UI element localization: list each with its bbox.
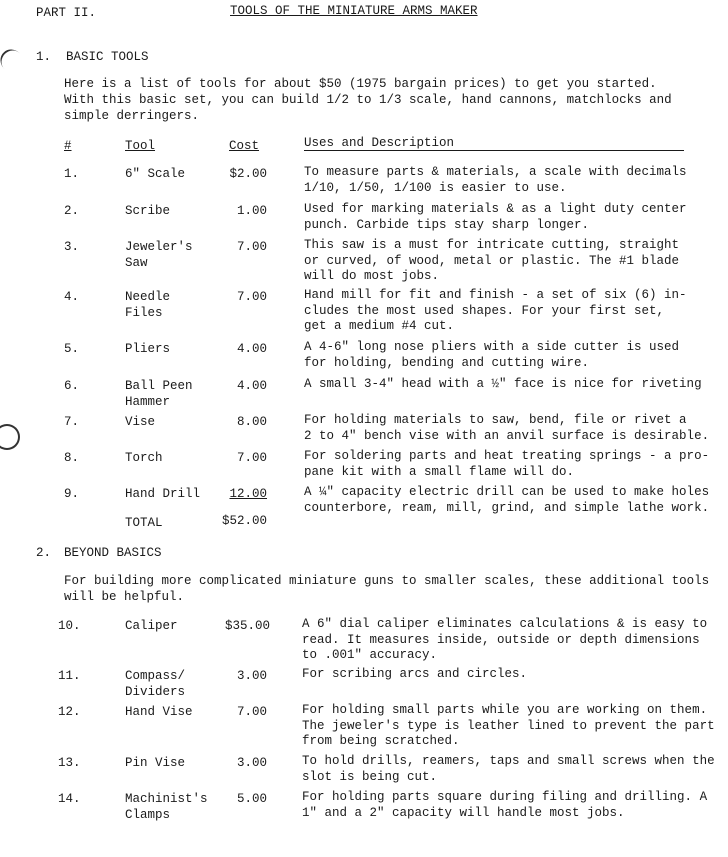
- tool-name: [125, 203, 170, 219]
- tool-cost: 3.00: [236, 756, 267, 770]
- section-number: 1.: [36, 50, 52, 64]
- tool-name: [125, 289, 170, 321]
- description-line: to .001" accuracy.: [302, 648, 438, 662]
- tool-name-line: Caliper: [125, 619, 178, 633]
- tool-description: [304, 238, 714, 285]
- binder-hole-mark: [0, 45, 28, 78]
- row-number: 5.: [64, 342, 80, 356]
- description-line: will do most jobs.: [304, 269, 440, 283]
- description-line: read. It measures inside, outside or depth dimensions: [302, 632, 700, 647]
- tool-description: [302, 790, 712, 821]
- tool-cost: 7.00: [236, 705, 267, 719]
- row-number: 1.: [64, 167, 80, 181]
- description-line: from being scratched.: [302, 734, 460, 748]
- tool-description: [304, 449, 714, 480]
- row-number: 8.: [64, 451, 80, 465]
- column-header-uses-text: Uses and Description: [304, 136, 455, 150]
- tool-name: [125, 239, 193, 271]
- description-line: A small 3-4" head with a ½" face is nice for riveting: [304, 377, 702, 391]
- tool-name: [125, 166, 185, 182]
- row-number: 10.: [58, 619, 81, 633]
- description-line: A ¼" capacity electric drill can be used to make holes: [304, 485, 710, 499]
- tool-name-line: Clamps: [125, 808, 171, 822]
- row-number: 6.: [64, 379, 80, 393]
- tool-description: [304, 340, 714, 371]
- tool-name-line: Saw: [125, 256, 148, 270]
- column-header-uses: [304, 136, 684, 151]
- column-header-cost: Cost: [229, 139, 260, 153]
- tool-name-line: Hand Drill: [125, 487, 201, 501]
- section-title: BASIC TOOLS: [66, 50, 149, 64]
- description-line: cludes the most used shapes. For your first set,: [304, 303, 665, 318]
- intro-line: With this basic set, you can build 1/2 to 1/3 scale, hand cannons, matchlocks and: [64, 93, 672, 107]
- total-value: $52.00: [222, 514, 268, 528]
- description-line: slot is being cut.: [302, 769, 438, 784]
- description-line: For holding parts square during filing and drilling. A: [302, 790, 708, 804]
- tool-cost: 8.00: [236, 415, 267, 429]
- description-line: pane kit with a small flame will do.: [304, 464, 575, 479]
- description-line: Used for marking materials & as a light duty center: [304, 202, 687, 216]
- tool-cost: 5.00: [236, 792, 267, 806]
- section-title: BEYOND BASICS: [64, 546, 162, 560]
- tool-name-line: Pin Vise: [125, 756, 186, 770]
- section-number: 2.: [36, 546, 52, 560]
- description-line: A 6" dial caliper eliminates calculations & is easy to: [302, 617, 708, 631]
- tool-name-line: Scribe: [125, 204, 171, 218]
- row-number: 7.: [64, 415, 80, 429]
- description-line: To hold drills, reamers, taps and small screws when the: [302, 754, 715, 768]
- tool-name-line: Jeweler's: [125, 240, 193, 254]
- description-line: A 4-6" long nose pliers with a side cutter is used: [304, 340, 680, 354]
- tool-name-line: Hand Vise: [125, 705, 193, 719]
- tool-name: [125, 755, 185, 771]
- section-intro: [64, 573, 709, 605]
- tool-name-line: Compass/: [125, 669, 186, 683]
- tool-cost: 7.00: [236, 290, 267, 304]
- tool-name: [125, 618, 178, 634]
- tool-cost: $35.00: [225, 619, 271, 633]
- description-line: counterbore, ream, mill, grind, and simple lathe work.: [304, 500, 710, 515]
- row-number: 11.: [58, 669, 81, 683]
- tool-name: [125, 486, 200, 502]
- section-intro: [64, 76, 672, 124]
- tool-name: [125, 450, 163, 466]
- tool-cost: 7.00: [236, 451, 267, 465]
- description-line: For holding small parts while you are working on them.: [302, 703, 708, 717]
- description-line: 1" and a 2" capacity will handle most jobs.: [302, 805, 625, 820]
- tool-name-line: Vise: [125, 415, 156, 429]
- tool-description: [304, 288, 714, 335]
- tool-description: [304, 413, 714, 444]
- tool-name-line: Machinist's: [125, 792, 208, 806]
- tool-name-line: Torch: [125, 451, 163, 465]
- tool-name: [125, 704, 193, 720]
- tool-name: [125, 791, 208, 823]
- tool-name-line: Hammer: [125, 395, 171, 409]
- tool-name-line: Dividers: [125, 685, 186, 699]
- tool-name: [125, 341, 170, 357]
- tool-name-line: Pliers: [125, 342, 171, 356]
- row-number: 4.: [64, 290, 80, 304]
- description-line: The jeweler's type is leather lined to prevent the part: [302, 718, 715, 733]
- tool-cost: 12.00: [229, 487, 267, 501]
- tool-name: [125, 414, 155, 430]
- tool-description: [302, 617, 712, 664]
- tool-description: [304, 485, 714, 516]
- tool-description: [302, 667, 712, 683]
- description-line: get a medium #4 cut.: [304, 319, 455, 333]
- tool-cost: 1.00: [236, 204, 267, 218]
- row-number: 2.: [64, 204, 80, 218]
- intro-line: will be helpful.: [64, 590, 185, 604]
- description-line: This saw is a must for intricate cutting, straight: [304, 238, 680, 252]
- description-line: or curved, of wood, metal or plastic. The #1 blade: [304, 253, 680, 268]
- tool-description: [302, 754, 715, 785]
- tool-cost: 3.00: [236, 669, 267, 683]
- row-number: 12.: [58, 705, 81, 719]
- description-line: for holding, bending and cutting wire.: [304, 355, 590, 370]
- description-line: 1/10, 1/50, 1/100 is easier to use.: [304, 180, 567, 195]
- row-number: 14.: [58, 792, 81, 806]
- intro-line: For building more complicated miniature guns to smaller scales, these additional tools: [64, 574, 710, 588]
- column-header-tool: Tool: [125, 139, 156, 153]
- row-number: 9.: [64, 487, 80, 501]
- description-line: punch. Carbide tips stay sharp longer.: [304, 217, 590, 232]
- description-line: 2 to 4" bench vise with an anvil surface is desirable.: [304, 428, 710, 443]
- tool-name-line: 6" Scale: [125, 167, 186, 181]
- description-line: For soldering parts and heat treating springs - a pro-: [304, 449, 710, 463]
- description-line: To measure parts & materials, a scale with decimals: [304, 165, 687, 179]
- part-label: PART II.: [36, 6, 97, 20]
- row-number: 13.: [58, 756, 81, 770]
- tool-description: [304, 165, 714, 196]
- binder-hole-mark: [0, 424, 20, 450]
- row-number: 3.: [64, 240, 80, 254]
- intro-line: simple derringers.: [64, 109, 200, 123]
- tool-cost: 7.00: [236, 240, 267, 254]
- tool-cost: 4.00: [236, 379, 267, 393]
- tool-description: [304, 202, 714, 233]
- description-line: For holding materials to saw, bend, file or rivet a: [304, 413, 687, 427]
- tool-name-line: Needle: [125, 290, 171, 304]
- column-header-num: #: [64, 139, 72, 153]
- tool-name-line: Files: [125, 306, 163, 320]
- total-label: TOTAL: [125, 516, 163, 530]
- tool-description: [304, 377, 714, 393]
- tool-name-line: Ball Peen: [125, 379, 193, 393]
- tool-cost: 4.00: [236, 342, 267, 356]
- intro-line: Here is a list of tools for about $50 (1975 bargain prices) to get you started.: [64, 77, 657, 91]
- description-line: For scribing arcs and circles.: [302, 667, 528, 681]
- tool-cost: $2.00: [229, 167, 267, 181]
- tool-name: [125, 668, 185, 700]
- description-line: Hand mill for fit and finish - a set of six (6) in-: [304, 288, 687, 302]
- page-title: TOOLS OF THE MINIATURE ARMS MAKER: [230, 4, 478, 18]
- tool-name: [125, 378, 193, 410]
- tool-description: [302, 703, 715, 750]
